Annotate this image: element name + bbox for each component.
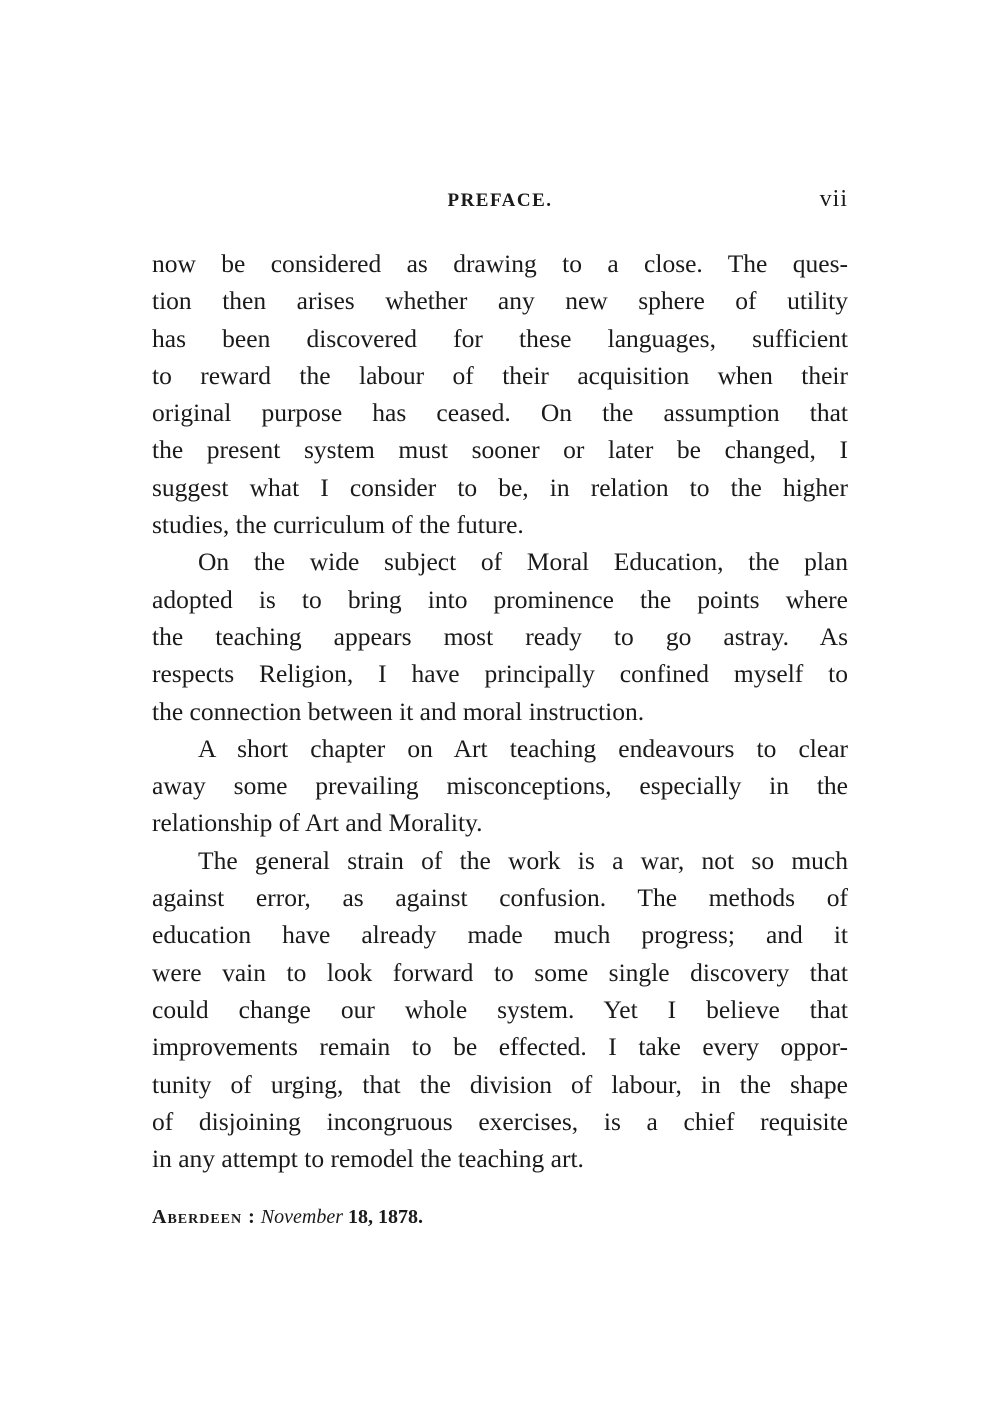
text-line: On the wide subject of Moral Education, the plan bbox=[198, 547, 848, 577]
paragraph bbox=[152, 730, 848, 842]
text-line: adopted is to bring into prominence the points where bbox=[152, 584, 848, 614]
text-line: the connection between it and moral instruction. bbox=[152, 696, 645, 726]
text-line: original purpose has ceased. On the assumption that bbox=[152, 398, 848, 428]
page-number: vii bbox=[819, 186, 848, 212]
text-line: education have already made much progress; and it bbox=[152, 920, 848, 950]
paragraph bbox=[152, 543, 848, 729]
signature-month: November bbox=[260, 1206, 343, 1228]
signature-line bbox=[152, 1206, 423, 1229]
signature-date: 18, 1878. bbox=[348, 1206, 423, 1228]
paragraph bbox=[152, 842, 848, 1178]
text-line: away some prevailing misconceptions, especially in the bbox=[152, 771, 848, 801]
text-line: A short chapter on Art teaching endeavours to clear bbox=[198, 733, 848, 763]
text-line: relationship of Art and Morality. bbox=[152, 808, 483, 838]
signature-place: Aberdeen : bbox=[152, 1206, 256, 1228]
text-line: has been discovered for these languages, sufficient bbox=[152, 323, 848, 353]
page-header bbox=[152, 188, 848, 218]
text-line: improvements remain to be effected. I take every oppor- bbox=[152, 1032, 848, 1062]
text-line: could change our whole system. Yet I believe that bbox=[152, 994, 848, 1024]
text-line: The general strain of the work is a war, not so much bbox=[198, 845, 848, 875]
preface-body bbox=[152, 245, 848, 1177]
text-line: studies, the curriculum of the future. bbox=[152, 510, 524, 540]
text-line: the teaching appears most ready to go astray. As bbox=[152, 621, 848, 651]
text-line: were vain to look forward to some single discovery that bbox=[152, 957, 848, 987]
text-line: now be considered as drawing to a close. The ques- bbox=[152, 249, 848, 278]
text-line: in any attempt to remodel the teaching art. bbox=[152, 1144, 584, 1174]
text-line: tion then arises whether any new sphere of utility bbox=[152, 286, 848, 316]
running-title: PREFACE. bbox=[447, 190, 553, 211]
text-line: suggest what I consider to be, in relation to the higher bbox=[152, 472, 848, 502]
text-line: tunity of urging, that the division of labour, in the shape bbox=[152, 1069, 848, 1099]
paragraph bbox=[152, 245, 848, 543]
text-line: the present system must sooner or later be changed, I bbox=[152, 435, 848, 465]
text-line: of disjoining incongruous exercises, is a chief requisite bbox=[152, 1106, 848, 1136]
text-line: against error, as against confusion. The methods of bbox=[152, 883, 848, 913]
text-line: respects Religion, I have principally confined myself to bbox=[152, 659, 848, 689]
text-line: to reward the labour of their acquisition when their bbox=[152, 360, 848, 390]
